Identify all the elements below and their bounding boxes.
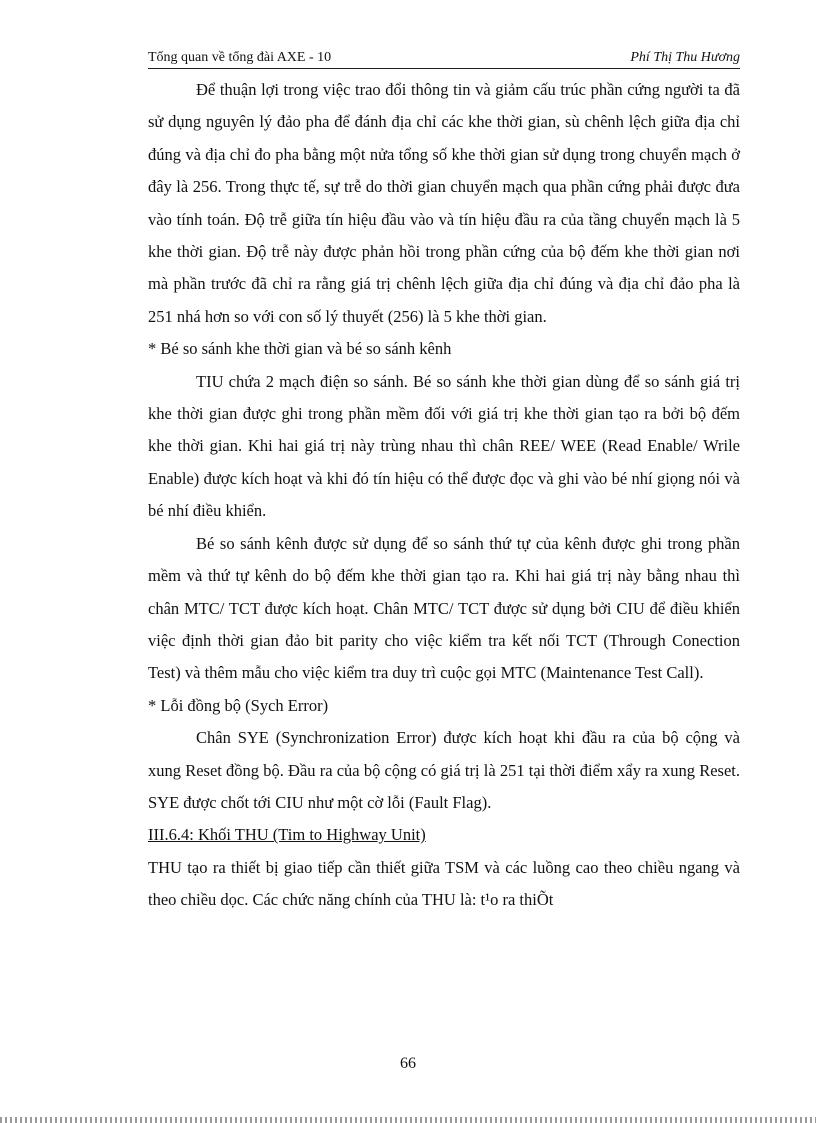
bottom-border [0, 1117, 816, 1123]
document-body [148, 74, 740, 917]
section-bullet: * Lỗi đồng bộ (Sych Error) [148, 695, 329, 715]
section-heading: III.6.4: Khối THU (Tim to Highway Unit) [148, 825, 426, 845]
paragraph: Chân SYE (Synchronization Error) được kích hoạt khi đầu ra của bộ cộng và xung Reset đồng bộ. Đầu ra của bộ cộng có giá trị là 251 tại thời điểm xẩy ra xung Reset. SYE được chốt tới CIU như một cờ lỗi (Fault Flag). [148, 728, 740, 812]
header-title: Tổng quan về tổng đài AXE - 10 [148, 50, 332, 65]
section-bullet: * Bé so sánh khe thời gian và bé so sánh kênh [148, 339, 452, 359]
header-author: Phí Thị Thu Hương [630, 50, 740, 65]
paragraph: THU tạo ra thiết bị giao tiếp cần thiết giữa TSM và các luồng cao theo chiều ngang và theo chiều dọc. Các chức năng chính của THU là: t¹o ra thiÕt [148, 857, 740, 910]
paragraph: Để thuận lợi trong việc trao đổi thông tin và giảm cấu trúc phần cứng người ta đã sử dụng nguyên lý đảo pha để đánh địa chỉ các khe thời gian, sù chênh lệch giữa địa chỉ đúng và địa chỉ đo pha bằng một nửa tổng số khe thời gian sử dụng trong chuyển mạch ở đây là 256. Trong thực tế, sự trễ do thời gian chuyển mạch qua phần cứng phải được đưa vào tính toán. Độ trễ giữa tín hiệu đầu vào và tín hiệu đầu ra của tầng chuyển mạch là 5 khe thời gian. Độ trễ này được phản hồi trong phần cứng của bộ đếm khe thời gian nơi mà phần trước đã chỉ ra rằng giá trị chênh lệch giữa địa chỉ đúng và địa chỉ đảo pha là 251 nhá hơn so với con số lý thuyết (256) là 5 khe thời gian. [148, 80, 740, 326]
page-number: 66 [400, 1055, 416, 1072]
paragraph: Bé so sánh kênh được sử dụng để so sánh thứ tự của kênh được ghi trong phần mềm và thứ tự kênh do bộ đếm khe thời gian tạo ra. Khi hai giá trị này bằng nhau thì chân MTC/ TCT được kích hoạt. Chân MTC/ TCT được sử dụng bởi CIU để điều khiển việc định thời gian đảo bit parity cho việc kiểm tra kết nối TCT (Through Conection Test) và thêm mẫu cho việc kiểm tra duy trì cuộc gọi MTC (Maintenance Test Call). [148, 533, 740, 683]
paragraph: TIU chứa 2 mạch điện so sánh. Bé so sánh khe thời gian dùng để so sánh giá trị khe thời gian được ghi trong phần mềm đối với giá trị khe thời gian tạo ra bởi bộ đếm khe thời gian. Khi hai giá trị này trùng nhau thì chân REE/ WEE (Read Enable/ Wrile Enable) được kích hoạt và khi đó tín hiệu có thể được đọc và ghi vào bé nhí giọng nói và bé nhí điều khiển. [148, 371, 740, 521]
page-header [148, 48, 740, 69]
